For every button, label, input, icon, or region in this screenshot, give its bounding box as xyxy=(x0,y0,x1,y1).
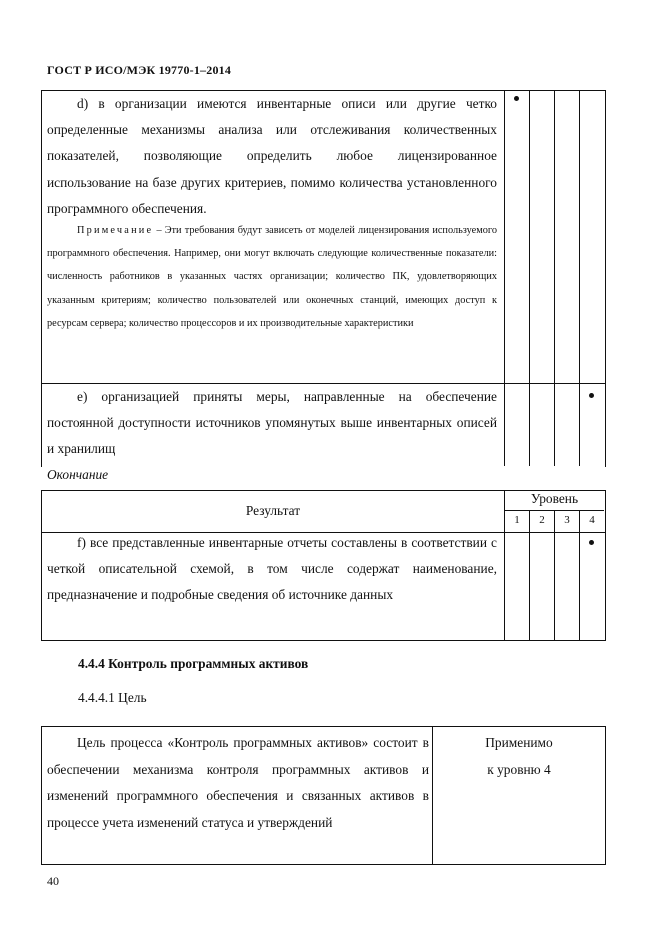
row-d-note xyxy=(47,219,497,335)
applicability-line: к уровню 4 xyxy=(487,761,551,777)
level-1-mark xyxy=(514,96,519,101)
level-header: Уровень xyxy=(530,491,579,506)
level-4-mark xyxy=(589,393,594,398)
result-header: Результат xyxy=(245,503,301,518)
note-text: – Эти требования будут зависеть от моделей лицензирования используемого программного обеспечения. Например, они могут включать следующие количественные показатели: численность работников в указанных частях организации; количество ПК, удовлетворяющих указанным критериям; количество пользователей или оконечных станций, имеющих доступ к ресурсам сервера; количество процессоров и их производительные характеристики xyxy=(47,225,497,329)
level-4-mark xyxy=(589,540,594,545)
table1-col-divider xyxy=(554,90,555,466)
row-d-text: d) в организации имеются инвентарные описи или другие четко определенные механизмы анализа или отслеживания количественных показателей, позволяющие определить любое лицензированное использование на базе других критериев, помимо количества установленного программного обеспечения. xyxy=(47,96,497,216)
goal-text: Цель процесса «Контроль программных активов» состоит в обеспечении механизма контроля программных активов и изменений программного обеспечения и связанных активов в процессе учета изменений статуса и утверждений xyxy=(47,735,429,830)
document-code-header: ГОСТ Р ИСО/МЭК 19770-1–2014 xyxy=(47,63,232,77)
table1-col-divider xyxy=(529,90,530,466)
page-number: 40 xyxy=(47,874,59,888)
table2-col-divider xyxy=(579,510,580,640)
level-number: 1 xyxy=(514,514,520,526)
row-e-text: e) организацией приняты меры, направленные на обеспечение постоянной доступности источников упомянутых выше инвентарных описей и хранилищ xyxy=(47,389,497,457)
section-title: 4.4.4 Контроль программных активов xyxy=(78,656,309,671)
goal-table-col-divider xyxy=(432,726,433,864)
subsection-title: 4.4.4.1 Цель xyxy=(78,690,147,705)
table1-col-divider xyxy=(504,90,505,466)
table1-col-divider xyxy=(579,90,580,466)
table2-col-divider xyxy=(504,490,505,640)
continuation-label: Окончание xyxy=(47,467,109,482)
note-label: Примечание xyxy=(77,225,154,236)
applicability xyxy=(434,730,604,783)
level-number: 3 xyxy=(564,514,570,526)
level-number: 4 xyxy=(589,514,595,526)
table2-col-divider xyxy=(554,510,555,640)
table2-col-divider xyxy=(529,510,530,640)
row-f-text: f) все представленные инвентарные отчеты составлены в соответствии с четкой описательной схемой, в том числе содержат наименование, предназначение и подробные сведения об источнике данных xyxy=(47,535,497,603)
applicability-line: Применимо xyxy=(485,735,553,750)
level-number: 2 xyxy=(539,514,545,526)
